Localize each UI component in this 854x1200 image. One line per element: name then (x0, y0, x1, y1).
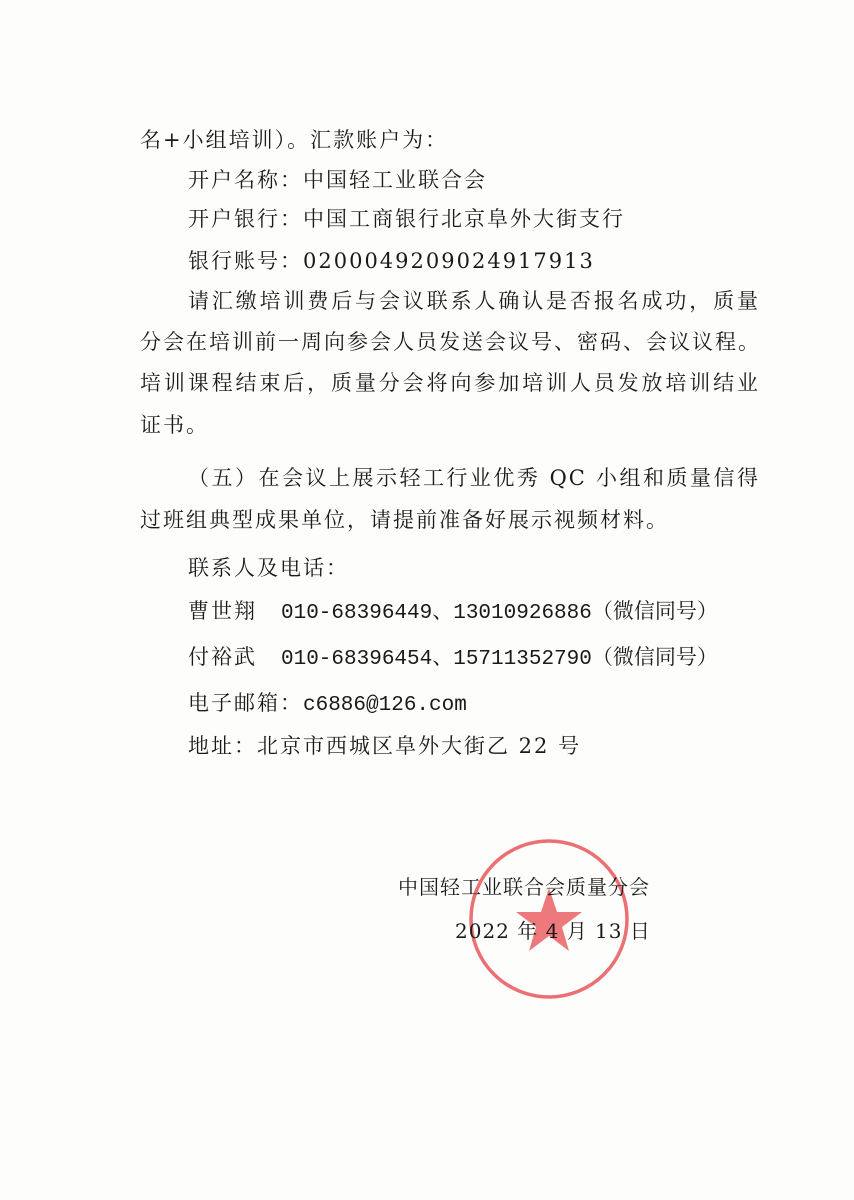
text-line: 分会在培训前一周向参会人员发送会议号、密码、会议议程。 (140, 330, 761, 354)
signature-organization: 中国轻工业联合会质量分会 (398, 875, 650, 899)
email-label: 电子邮箱： (188, 691, 303, 715)
text-line: 培训课程结束后，质量分会将向参加培训人员发放培训结业 (140, 371, 760, 395)
text-line: 证书。 (140, 413, 209, 437)
account-name: 开户名称：中国轻工业联合会 (188, 168, 487, 192)
text-line: 过班组典型成果单位，请提前准备好展示视频材料。 (140, 508, 669, 532)
contact-phones: 010-68396449、13010926886（微信同号） (281, 602, 718, 625)
text-line: 名+小组培训）。汇款账户为： (140, 128, 449, 152)
signature-date: 2022 年 4 月 13 日 (455, 919, 651, 943)
contact-name: 付裕武 (188, 645, 257, 669)
account-number: 银行账号：0200049209024917913 (188, 249, 595, 273)
text-line: 请汇缴培训费后与会议联系人确认是否报名成功，质量 (188, 289, 760, 313)
address: 地址：北京市西城区阜外大街乙 22 号 (188, 734, 582, 758)
contacts-heading: 联系人及电话： (188, 556, 349, 580)
contact-phones: 010-68396454、15711352790（微信同号） (281, 648, 718, 671)
email-address: c6886@126.com (303, 694, 467, 717)
text-line: （五）在会议上展示轻工行业优秀 QC 小组和质量信得 (188, 466, 760, 490)
contact-row (188, 644, 718, 673)
email-row (188, 690, 467, 719)
account-bank: 开户银行：中国工商银行北京阜外大街支行 (188, 207, 625, 231)
contact-name: 曹世翔 (188, 599, 257, 623)
contact-row (188, 598, 718, 627)
